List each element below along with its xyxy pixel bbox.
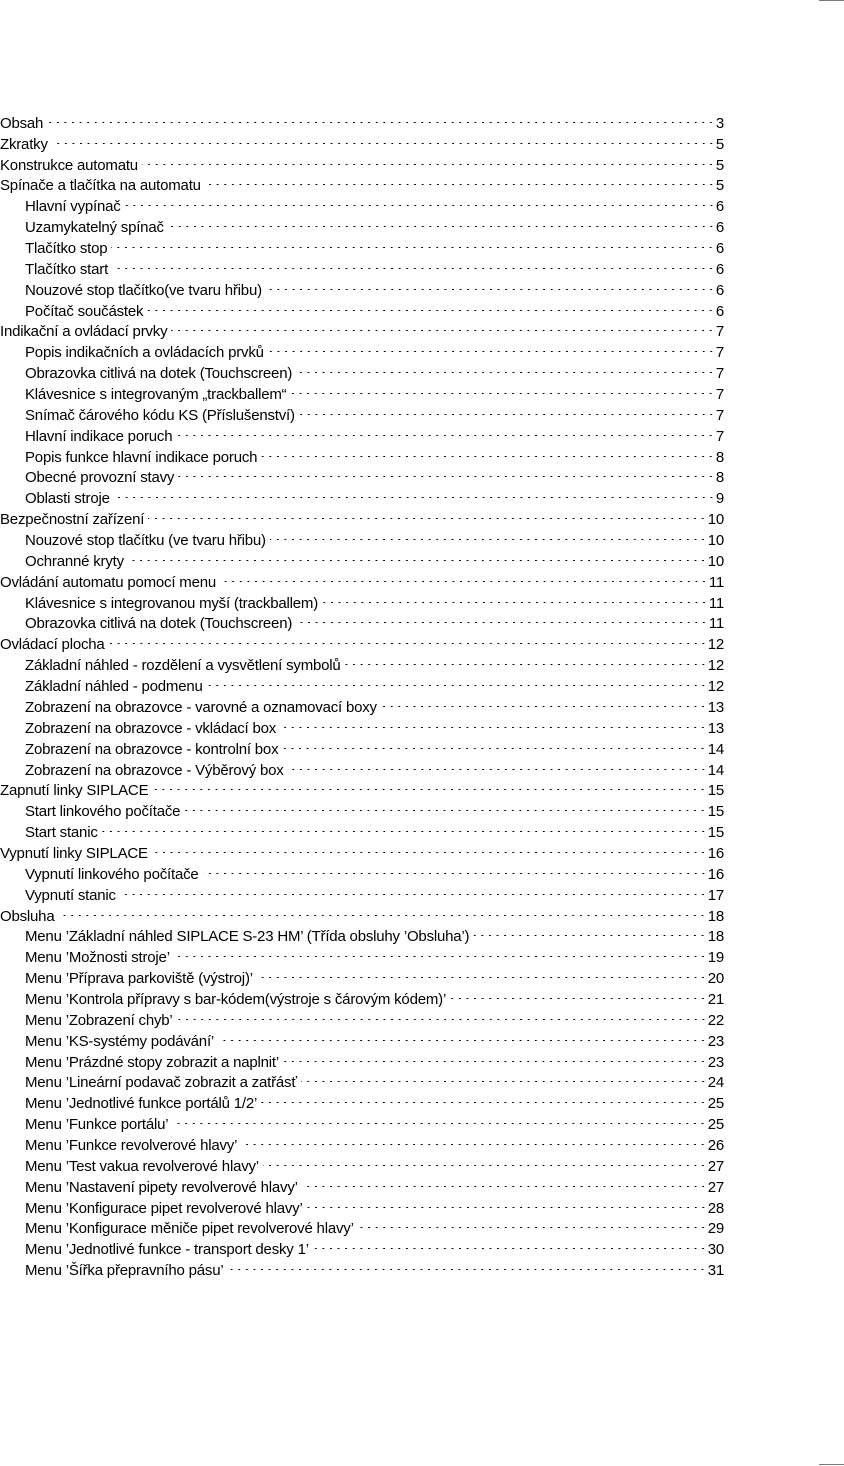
dot-leader: [111, 232, 714, 253]
dot-leader: [283, 1046, 707, 1067]
dot-leader: [301, 1067, 707, 1088]
dot-leader: [450, 983, 707, 1004]
dot-leader: [296, 357, 715, 378]
toc-entry-page-number: 18: [707, 907, 724, 925]
dot-leader: [266, 274, 715, 295]
dot-leader: [148, 503, 706, 524]
toc-entry-page-number: 11: [708, 573, 724, 591]
toc-entry-page-number: 31: [707, 1262, 724, 1280]
toc-entry-title: Menu ’Konfigurace měniče pipet revolverové hlavy’: [25, 1220, 354, 1238]
toc-entry-page-number: 6: [715, 198, 724, 216]
toc-entry-title: Klávesnice s integrovanou myší (trackballem): [25, 594, 318, 612]
dot-leader: [47, 107, 715, 128]
toc-entry-page-number: 25: [707, 1116, 724, 1134]
toc-entry-title: Menu ’Možnosti stroje’: [25, 949, 170, 967]
toc-entry-title: Zobrazení na obrazovce - vkládací box: [25, 719, 277, 737]
dot-leader: [322, 587, 708, 608]
toc-entry-page-number: 14: [707, 740, 724, 758]
toc-entry-title: Počítač součástek: [25, 302, 144, 320]
toc-entry-page-number: 7: [715, 323, 724, 341]
toc-entry-title: Ovládací plocha: [0, 636, 105, 654]
dot-leader: [109, 628, 707, 649]
toc-entry-page-number: 28: [707, 1199, 724, 1217]
toc-entry-page-number: 29: [707, 1220, 724, 1238]
dot-leader: [473, 921, 706, 942]
toc-entry-page-number: 6: [715, 240, 724, 258]
toc-entry-title: Menu ’Nastavení pipety revolverové hlavy’: [25, 1178, 298, 1196]
toc-entry-page-number: 15: [707, 803, 724, 821]
toc-entry-page-number: 7: [715, 406, 724, 424]
toc-entry-page-number: 10: [707, 532, 724, 550]
toc-entry-title: Tlačítko stop: [25, 240, 108, 258]
toc-entry-title: Menu ’Jednotlivé funkce portálů 1/2’: [25, 1095, 258, 1113]
toc-entry-title: Obrazovka citlivá na dotek (Touchscreen): [25, 365, 293, 383]
dot-leader: [172, 1108, 706, 1129]
toc-entry-title: Ochranné kryty: [25, 552, 124, 570]
dot-leader: [184, 795, 706, 816]
dot-leader: [261, 1087, 707, 1108]
toc-entry-title: Snímač čárového kódu KS (Příslušenství): [25, 406, 295, 424]
toc-entry-title: Menu ’Jednotlivé funkce - transport desky 1’: [25, 1241, 309, 1259]
toc-entry-page-number: 20: [707, 970, 724, 988]
dot-leader: [280, 712, 707, 733]
toc-entry-title: Nouzové stop tlačítko(ve tvaru hřibu): [25, 281, 262, 299]
toc-entry-page-number: 12: [707, 636, 724, 654]
toc-entry-page-number: 6: [715, 260, 724, 278]
toc-entry-title: Menu ’Lineární podavač zobrazit a zatřásť: [25, 1074, 297, 1092]
toc-entry-page-number: 26: [707, 1136, 724, 1154]
dot-leader: [147, 295, 715, 316]
toc-entry-title: Menu ’Kontrola přípravy s bar-kódem(výstroje s čárovým kódem)’: [25, 990, 447, 1008]
toc-entry-title: Menu ’Konfigurace pipet revolverové hlavy’: [25, 1199, 303, 1217]
toc-entry-title: Oblasti stroje: [25, 490, 110, 508]
toc-entry-page-number: 30: [707, 1241, 724, 1259]
toc-entry-title: Ovládání automatu pomocí menu: [0, 573, 216, 591]
dot-leader: [296, 608, 708, 629]
toc-entry-page-number: 24: [707, 1074, 724, 1092]
toc-entry-title: Obecné provozní stavy: [25, 469, 175, 487]
dot-leader: [227, 1254, 706, 1275]
toc-entry-title: Spínače a tlačítka na automatu: [0, 177, 201, 195]
dot-leader: [168, 211, 715, 232]
toc-entry-title: Bezpečnostní zařízení: [0, 511, 145, 529]
toc-entry-page-number: 8: [715, 469, 724, 487]
toc-entry-page-number: 22: [707, 1011, 724, 1029]
toc-section-entry[interactable]: [0, 816, 724, 842]
dot-leader: [207, 670, 707, 691]
toc-entry-page-number: 16: [707, 844, 724, 862]
toc-entry-page-number: 27: [707, 1178, 724, 1196]
dot-leader: [241, 1129, 706, 1150]
toc-entry-page-number: 18: [707, 928, 724, 946]
toc-entry-page-number: 15: [707, 782, 724, 800]
toc-entry-page-number: 25: [707, 1095, 724, 1113]
toc-entry-title: Obsah: [0, 114, 44, 132]
dot-leader: [270, 524, 707, 545]
toc-entry-page-number: 7: [715, 386, 724, 404]
dot-leader: [288, 754, 707, 775]
toc-entry-page-number: 21: [707, 990, 724, 1008]
toc-entry-title: Obsluha: [0, 907, 55, 925]
dot-leader: [261, 441, 715, 462]
toc-entry-page-number: 7: [715, 344, 724, 362]
dot-leader: [178, 462, 715, 483]
toc-entry-title: Zkratky: [0, 135, 48, 153]
dot-leader: [203, 858, 707, 879]
toc-entry-page-number: 8: [715, 448, 724, 466]
toc-chapter-entry[interactable]: [0, 128, 724, 153]
toc-entry-title: Popis funkce hlavní indikace poruch: [25, 448, 258, 466]
toc-entry-page-number: 5: [715, 135, 724, 153]
toc-chapter-entry[interactable]: [0, 628, 724, 654]
toc-entry-page-number: 5: [715, 156, 724, 174]
dot-leader: [345, 649, 707, 670]
toc-entry-page-number: 10: [707, 552, 724, 570]
toc-entry-page-number: 15: [707, 824, 724, 842]
toc-entry-title: Start stanic: [25, 824, 98, 842]
dot-leader: [176, 420, 714, 441]
dot-leader: [313, 1233, 707, 1254]
dot-leader: [205, 170, 715, 191]
toc-entry-title: Menu ’Základní náhled SIPLACE S-23 HM’ (Třída obsluhy ’Obsluha’): [25, 928, 470, 946]
toc-entry-title: Menu ’Prázdné stopy zobrazit a naplnit’: [25, 1053, 280, 1071]
dot-leader: [142, 149, 715, 170]
toc-entry-page-number: 12: [707, 657, 724, 675]
toc-entry-page-number: 23: [707, 1053, 724, 1071]
dot-leader: [381, 691, 707, 712]
toc-entry-title: Zobrazení na obrazovce - Výběrový box: [25, 761, 284, 779]
page-corner-mark-top: [819, 0, 844, 1]
toc-entry-page-number: 10: [707, 511, 724, 529]
toc-entry-page-number: 6: [715, 219, 724, 237]
dot-leader: [171, 316, 714, 337]
toc-entry-page-number: 13: [707, 719, 724, 737]
toc-entry-title: Obrazovka citlivá na dotek (Touchscreen): [25, 615, 293, 633]
toc-chapter-entry[interactable]: [0, 900, 724, 925]
toc-section-entry[interactable]: [0, 921, 724, 946]
dot-leader: [299, 399, 715, 420]
toc-entry-title: Zobrazení na obrazovce - varovné a oznamovací boxy: [25, 698, 377, 716]
toc-entry-title: Vypnutí linky SIPLACE: [0, 844, 148, 862]
toc-entry-title: Tlačítko start: [25, 260, 109, 278]
toc-entry-page-number: 5: [715, 177, 724, 195]
toc-entry-title: Menu ’Test vakua revolverové hlavy’: [25, 1157, 259, 1175]
toc-entry-page-number: 19: [707, 949, 724, 967]
toc-entry-title: Menu ’KS-systémy podávání’: [25, 1032, 215, 1050]
toc-entry-page-number: 16: [707, 865, 724, 883]
toc-entry-title: Klávesnice s integrovaným „trackballem“: [25, 386, 287, 404]
dot-leader: [268, 336, 715, 357]
dot-leader: [102, 816, 707, 837]
dot-leader: [128, 545, 707, 566]
toc-entry-title: Menu ’Funkce portálu’: [25, 1116, 169, 1134]
page-corner-mark-bottom: [819, 1464, 844, 1465]
dot-leader: [218, 1025, 707, 1046]
dot-leader: [58, 900, 706, 921]
toc-entry-page-number: 27: [707, 1157, 724, 1175]
toc-entry-title: Základní náhled - podmenu: [25, 678, 203, 696]
dot-leader: [282, 733, 706, 754]
toc-entry-page-number: 11: [708, 594, 724, 612]
dot-leader: [302, 1171, 707, 1192]
toc-entry-page-number: 17: [707, 886, 724, 904]
toc-entry-title: Hlavní vypínač: [25, 198, 121, 216]
toc-entry-page-number: 23: [707, 1032, 724, 1050]
toc-entry-title: Menu ’Šířka přepravního pásu’: [25, 1262, 224, 1280]
toc-entry-title: Zobrazení na obrazovce - kontrolní box: [25, 740, 279, 758]
toc-entry-page-number: 6: [715, 281, 724, 299]
dot-leader: [125, 190, 715, 211]
toc-entry-title: Popis indikačních a ovládacích prvků: [25, 344, 264, 362]
dot-leader: [263, 1150, 707, 1171]
toc-entry-title: Menu ’Zobrazení chyb’: [25, 1011, 173, 1029]
dot-leader: [112, 253, 715, 274]
toc-entry-page-number: 7: [715, 427, 724, 445]
toc-entry-title: Start linkového počítače: [25, 803, 181, 821]
toc-entry-page-number: 11: [708, 615, 724, 633]
toc-entry-title: Indikační a ovládací prvky: [0, 323, 168, 341]
dot-leader: [152, 837, 707, 858]
dot-leader: [52, 128, 715, 149]
toc-entry-page-number: 12: [707, 678, 724, 696]
toc-entry-title: Základní náhled - rozdělení a vysvětlení symbolů: [25, 657, 341, 675]
toc-entry-page-number: 14: [707, 761, 724, 779]
toc-entry-page-number: 3: [715, 114, 724, 132]
dot-leader: [257, 962, 707, 983]
dot-leader: [177, 1004, 707, 1025]
toc-entry-page-number: 13: [707, 698, 724, 716]
toc-entry-title: Konstrukce automatu: [0, 156, 138, 174]
dot-leader: [358, 1213, 707, 1234]
toc-entry-title: Zapnutí linky SIPLACE: [0, 782, 149, 800]
toc-entry-title: Vypnutí linkového počítače: [25, 865, 199, 883]
toc-entry-title: Vypnutí stanic: [25, 886, 116, 904]
dot-leader: [120, 879, 707, 900]
toc-chapter-entry[interactable]: [0, 149, 724, 174]
toc-section-entry[interactable]: [0, 649, 724, 675]
toc-chapter-entry[interactable]: [0, 107, 724, 132]
table-of-contents: [0, 107, 724, 1280]
toc-entry-page-number: 6: [715, 302, 724, 320]
dot-leader: [152, 775, 706, 796]
dot-leader: [114, 482, 715, 503]
toc-chapter-entry[interactable]: [0, 837, 724, 862]
dot-leader: [290, 378, 714, 399]
toc-entry-title: Hlavní indikace poruch: [25, 427, 173, 445]
dot-leader: [174, 941, 707, 962]
toc-entry-page-number: 9: [715, 490, 724, 508]
dot-leader: [220, 566, 708, 587]
toc-entry-title: Menu ’Příprava parkoviště (výstroj)’: [25, 970, 253, 988]
toc-entry-title: Menu ’Funkce revolverové hlavy’: [25, 1136, 238, 1154]
dot-leader: [307, 1192, 707, 1213]
toc-entry-title: Uzamykatelný spínač: [25, 219, 164, 237]
toc-entry-title: Nouzové stop tlačítku (ve tvaru hřibu): [25, 532, 266, 550]
toc-entry-page-number: 7: [715, 365, 724, 383]
